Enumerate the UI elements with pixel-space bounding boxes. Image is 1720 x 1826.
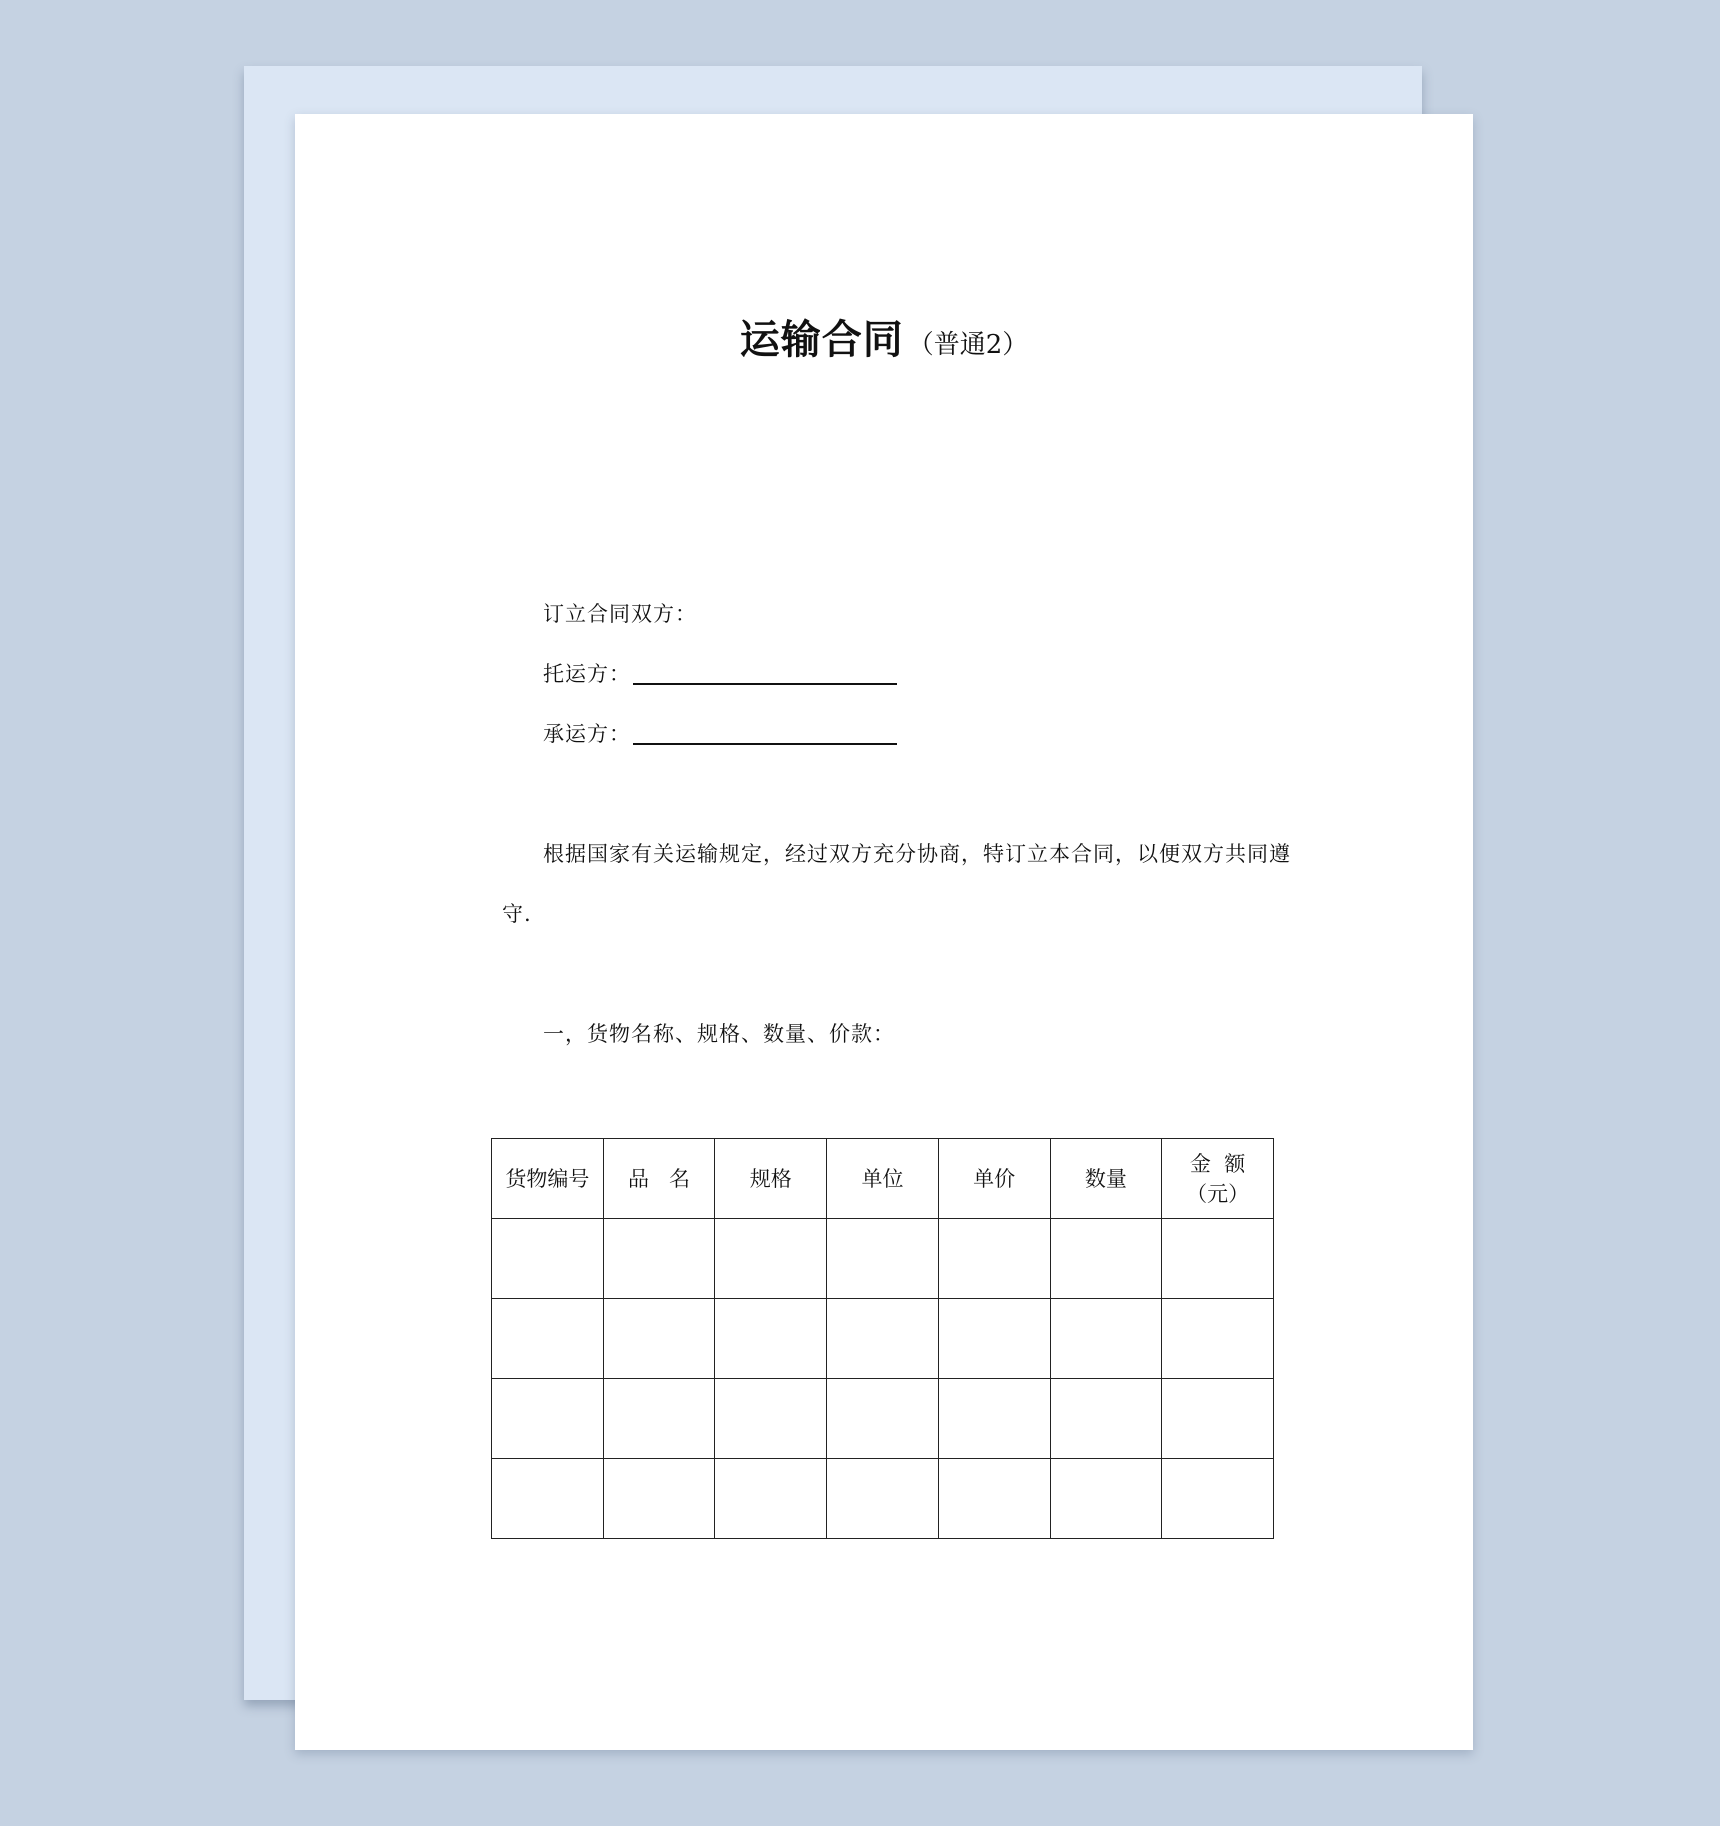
table-cell[interactable] (938, 1219, 1050, 1299)
preamble-line-1: 根据国家有关运输规定，经过双方充分协商，特订立本合同，以便双方共同遵 (543, 842, 1291, 866)
table-row (492, 1379, 1274, 1459)
table-cell[interactable] (715, 1379, 827, 1459)
table-cell[interactable] (1050, 1299, 1162, 1379)
header-specification: 规格 (715, 1139, 827, 1219)
table-cell[interactable] (1162, 1459, 1274, 1539)
table-row (492, 1459, 1274, 1539)
carrier-label: 承运方： (543, 722, 631, 746)
preamble-line-2: 守. (502, 902, 532, 926)
section1-heading: 一，货物名称、规格、数量、价款： (543, 1022, 895, 1046)
table-cell[interactable] (1162, 1379, 1274, 1459)
table-cell[interactable] (492, 1379, 604, 1459)
document-page (295, 114, 1473, 1750)
table-cell[interactable] (603, 1459, 715, 1539)
table-cell[interactable] (492, 1299, 604, 1379)
title-note: （普通2） (907, 330, 1029, 360)
table-cell[interactable] (603, 1379, 715, 1459)
carrier-blank-field[interactable] (633, 721, 897, 745)
table-cell[interactable] (715, 1299, 827, 1379)
table-cell[interactable] (1162, 1219, 1274, 1299)
table-cell[interactable] (715, 1459, 827, 1539)
header-goods-number: 货物编号 (492, 1139, 604, 1219)
table-cell[interactable] (827, 1299, 939, 1379)
header-quantity: 数量 (1050, 1139, 1162, 1219)
document-title (295, 308, 1473, 365)
table-cell[interactable] (492, 1459, 604, 1539)
goods-table-header-row (492, 1139, 1274, 1219)
table-cell[interactable] (492, 1219, 604, 1299)
header-product-name: 品 名 (603, 1139, 715, 1219)
table-cell[interactable] (938, 1459, 1050, 1539)
table-cell[interactable] (1050, 1379, 1162, 1459)
table-cell[interactable] (827, 1379, 939, 1459)
shipper-line (543, 658, 897, 688)
header-amount: 金 额 （元） (1162, 1139, 1274, 1219)
table-cell[interactable] (1162, 1299, 1274, 1379)
goods-table (491, 1138, 1274, 1539)
table-cell[interactable] (938, 1299, 1050, 1379)
shipper-label: 托运方： (543, 662, 631, 686)
table-row (492, 1219, 1274, 1299)
table-cell[interactable] (938, 1379, 1050, 1459)
table-cell[interactable] (1050, 1219, 1162, 1299)
carrier-line (543, 718, 897, 748)
table-cell[interactable] (715, 1219, 827, 1299)
parties-heading: 订立合同双方： (543, 602, 697, 626)
table-cell[interactable] (603, 1219, 715, 1299)
table-cell[interactable] (1050, 1459, 1162, 1539)
table-cell[interactable] (827, 1219, 939, 1299)
shipper-blank-field[interactable] (633, 661, 897, 685)
header-unit: 单位 (827, 1139, 939, 1219)
table-cell[interactable] (827, 1459, 939, 1539)
title-main: 运输合同 (739, 317, 904, 363)
goods-table-body (492, 1219, 1274, 1539)
table-cell[interactable] (603, 1299, 715, 1379)
table-row (492, 1299, 1274, 1379)
header-unit-price: 单价 (938, 1139, 1050, 1219)
